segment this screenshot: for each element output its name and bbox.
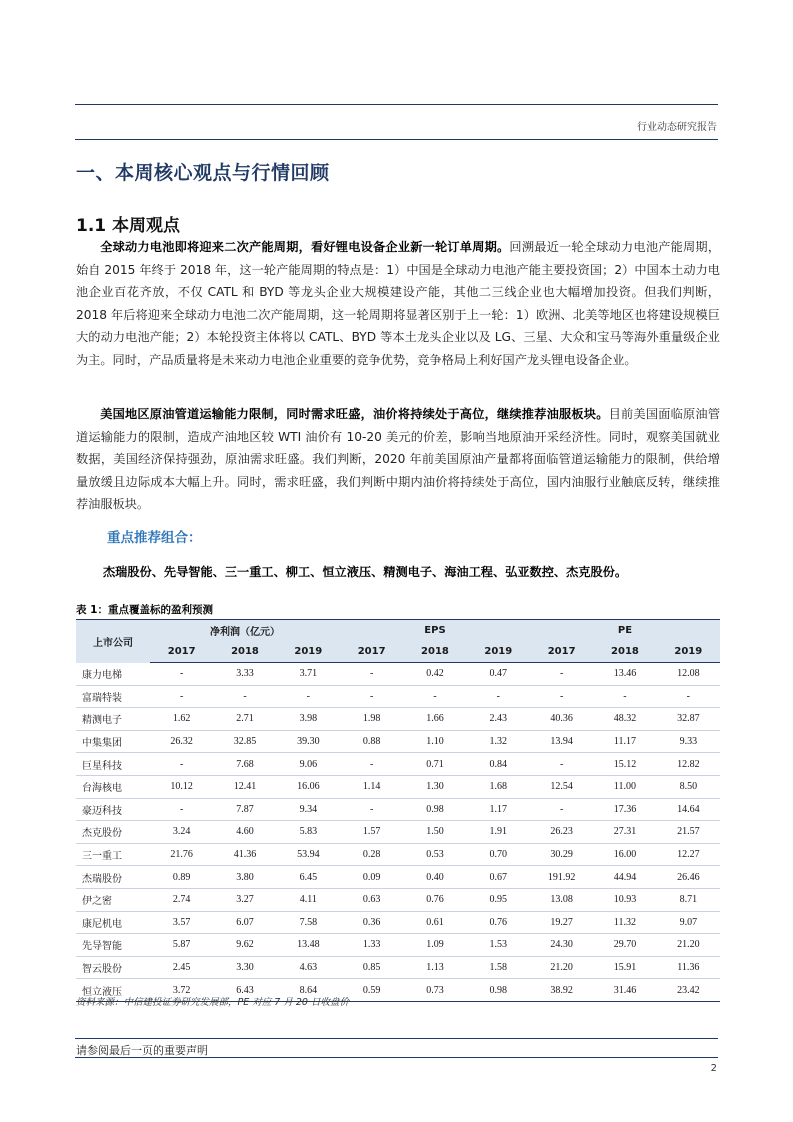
table-source-note: 资料来源：中信建投证券研究发展部，PE 对应 7 月 20 日收盘价 <box>76 997 349 1008</box>
value-cell: 2.45 <box>150 956 213 979</box>
table-row <box>76 753 720 776</box>
value-cell: 0.63 <box>340 888 403 911</box>
value-cell: 15.91 <box>593 956 656 979</box>
value-cell: 0.95 <box>467 888 530 911</box>
value-cell: 30.29 <box>530 843 593 866</box>
value-cell: 0.71 <box>403 753 466 776</box>
value-cell: 13.94 <box>530 730 593 753</box>
value-cell: - <box>150 663 213 686</box>
paragraph-oil <box>76 403 720 516</box>
value-cell: 0.36 <box>340 911 403 934</box>
table-row <box>76 798 720 821</box>
value-cell: 0.73 <box>403 979 466 1002</box>
value-cell: 0.98 <box>467 979 530 1002</box>
value-cell: 0.42 <box>403 663 466 686</box>
value-cell: 0.40 <box>403 866 466 889</box>
value-cell: 32.85 <box>213 730 276 753</box>
paragraph-battery-body: 回溯最近一轮全球动力电池产能周期，始自 2015 年终于 2018 年，这一轮产能周期的特点是：1）中国是全球动力电池产能主要投资国；2）中国本土动力电池企业百花齐放，不仅 CATL 和 BYD 等龙头企业大规模建设产能，其他二三线企业也大幅增加投资。但我们判断，2018 年后将迎来全球动力电池二次产能周期，这一轮周期将显著区别于上一轮：1）欧洲、北美等地区也将建设规模巨大的动力电池产能；2）本轮投资主体将以 CATL、BYD 等本土龙头企业以及 LG、三星、大众和宝马等海外重量级企业为主。同时，产品质量将是未来动力电池企业重要的竞争优势，竞争格局上利好国产龙头锂电设备企业。 <box>76 240 721 367</box>
header-rule <box>75 104 718 105</box>
table-row <box>76 663 720 686</box>
group-header-net-profit: 净利润（亿元） <box>150 620 340 642</box>
value-cell: 15.12 <box>593 753 656 776</box>
value-cell: 11.32 <box>593 911 656 934</box>
value-cell: 5.87 <box>150 934 213 957</box>
earnings-forecast-table <box>76 619 720 1002</box>
value-cell: 23.42 <box>657 979 720 1002</box>
value-cell: 7.58 <box>277 911 340 934</box>
value-cell: 0.76 <box>467 911 530 934</box>
value-cell: - <box>340 685 403 708</box>
year-header: 2018 <box>593 641 656 663</box>
table-row <box>76 775 720 798</box>
value-cell: 1.50 <box>403 821 466 844</box>
value-cell: 21.20 <box>657 934 720 957</box>
value-cell: 3.98 <box>277 708 340 731</box>
value-cell: 2.71 <box>213 708 276 731</box>
year-header: 2017 <box>340 641 403 663</box>
table-row <box>76 708 720 731</box>
value-cell: 7.87 <box>213 798 276 821</box>
value-cell: 14.64 <box>657 798 720 821</box>
company-column-header: 上市公司 <box>76 620 150 663</box>
value-cell: - <box>530 663 593 686</box>
value-cell: 16.00 <box>593 843 656 866</box>
value-cell: 2.74 <box>150 888 213 911</box>
value-cell: 0.88 <box>340 730 403 753</box>
value-cell: - <box>340 663 403 686</box>
footer-rule <box>75 1038 718 1039</box>
recommendation-title: 重点推荐组合： <box>107 530 202 546</box>
value-cell: 0.98 <box>403 798 466 821</box>
value-cell: - <box>530 798 593 821</box>
value-cell: 31.46 <box>593 979 656 1002</box>
table-row <box>76 934 720 957</box>
value-cell: 4.63 <box>277 956 340 979</box>
value-cell: 12.82 <box>657 753 720 776</box>
value-cell: 53.94 <box>277 843 340 866</box>
table-row <box>76 888 720 911</box>
company-name-cell: 豪迈科技 <box>76 798 150 821</box>
company-name-cell: 智云股份 <box>76 956 150 979</box>
value-cell: 3.33 <box>213 663 276 686</box>
value-cell: 40.36 <box>530 708 593 731</box>
value-cell: 0.53 <box>403 843 466 866</box>
value-cell: 26.32 <box>150 730 213 753</box>
value-cell: 16.06 <box>277 775 340 798</box>
value-cell: - <box>340 753 403 776</box>
value-cell: - <box>340 798 403 821</box>
year-header: 2019 <box>467 641 530 663</box>
value-cell: 17.36 <box>593 798 656 821</box>
value-cell: 26.23 <box>530 821 593 844</box>
value-cell: 32.87 <box>657 708 720 731</box>
value-cell: 0.09 <box>340 866 403 889</box>
header-divider <box>75 139 718 140</box>
footer-divider <box>75 1057 718 1058</box>
value-cell: 0.85 <box>340 956 403 979</box>
value-cell: 6.45 <box>277 866 340 889</box>
disclaimer-note: 请参阅最后一页的重要声明 <box>76 1044 208 1057</box>
value-cell: 0.59 <box>340 979 403 1002</box>
paragraph-oil-lead: 美国地区原油管道运输能力限制，同时需求旺盛，油价将持续处于高位，继续推荐油服板块。 <box>100 407 609 421</box>
recommendation-list: 杰瑞股份、先导智能、三一重工、柳工、恒立液压、精测电子、海油工程、弘亚数控、杰克股份。 <box>103 565 628 579</box>
value-cell: 24.30 <box>530 934 593 957</box>
value-cell: 3.24 <box>150 821 213 844</box>
value-cell: 41.36 <box>213 843 276 866</box>
value-cell: 4.11 <box>277 888 340 911</box>
value-cell: 1.32 <box>467 730 530 753</box>
table-row <box>76 821 720 844</box>
value-cell: 2.43 <box>467 708 530 731</box>
value-cell: 3.57 <box>150 911 213 934</box>
year-header: 2018 <box>213 641 276 663</box>
table-row <box>76 843 720 866</box>
value-cell: 1.66 <box>403 708 466 731</box>
value-cell: 9.33 <box>657 730 720 753</box>
value-cell: - <box>277 685 340 708</box>
value-cell: 5.83 <box>277 821 340 844</box>
value-cell: 39.30 <box>277 730 340 753</box>
value-cell: 0.84 <box>467 753 530 776</box>
value-cell: 0.67 <box>467 866 530 889</box>
value-cell: 191.92 <box>530 866 593 889</box>
subsection-title: 1.1 本周观点 <box>76 216 181 236</box>
value-cell: 29.70 <box>593 934 656 957</box>
company-name-cell: 恒立液压 <box>76 979 150 1002</box>
value-cell: 21.76 <box>150 843 213 866</box>
value-cell: 44.94 <box>593 866 656 889</box>
value-cell: 3.72 <box>150 979 213 1002</box>
value-cell: 13.48 <box>277 934 340 957</box>
section-title: 一、本周核心观点与行情回顾 <box>76 162 330 184</box>
value-cell: 11.36 <box>657 956 720 979</box>
value-cell: 38.92 <box>530 979 593 1002</box>
value-cell: 11.00 <box>593 775 656 798</box>
value-cell: 9.06 <box>277 753 340 776</box>
value-cell: 1.68 <box>467 775 530 798</box>
value-cell: 0.61 <box>403 911 466 934</box>
value-cell: 1.53 <box>467 934 530 957</box>
company-name-cell: 伊之密 <box>76 888 150 911</box>
value-cell: 21.57 <box>657 821 720 844</box>
value-cell: - <box>150 798 213 821</box>
value-cell: 9.62 <box>213 934 276 957</box>
year-header: 2017 <box>150 641 213 663</box>
value-cell: 1.10 <box>403 730 466 753</box>
value-cell: 1.57 <box>340 821 403 844</box>
company-name-cell: 康力电梯 <box>76 663 150 686</box>
value-cell: 27.31 <box>593 821 656 844</box>
value-cell: 0.28 <box>340 843 403 866</box>
value-cell: - <box>467 685 530 708</box>
value-cell: 6.43 <box>213 979 276 1002</box>
paragraph-battery-lead: 全球动力电池即将迎来二次产能周期，看好锂电设备企业新一轮订单周期。 <box>100 240 510 254</box>
value-cell: 1.58 <box>467 956 530 979</box>
value-cell: 12.27 <box>657 843 720 866</box>
value-cell: - <box>530 685 593 708</box>
value-cell: 1.30 <box>403 775 466 798</box>
value-cell: 13.08 <box>530 888 593 911</box>
value-cell: 1.09 <box>403 934 466 957</box>
table-row <box>76 730 720 753</box>
company-name-cell: 杰瑞股份 <box>76 866 150 889</box>
value-cell: 6.07 <box>213 911 276 934</box>
value-cell: 48.32 <box>593 708 656 731</box>
value-cell: 1.13 <box>403 956 466 979</box>
value-cell: 0.70 <box>467 843 530 866</box>
year-header: 2019 <box>657 641 720 663</box>
value-cell: 11.17 <box>593 730 656 753</box>
value-cell: - <box>657 685 720 708</box>
value-cell: 13.46 <box>593 663 656 686</box>
company-name-cell: 台海核电 <box>76 775 150 798</box>
report-type-label: 行业动态研究报告 <box>637 122 717 133</box>
value-cell: 12.41 <box>213 775 276 798</box>
group-header-pe: PE <box>530 620 720 642</box>
value-cell: 8.64 <box>277 979 340 1002</box>
company-name-cell: 巨星科技 <box>76 753 150 776</box>
value-cell: 1.17 <box>467 798 530 821</box>
value-cell: 0.89 <box>150 866 213 889</box>
year-header: 2018 <box>403 641 466 663</box>
value-cell: 1.33 <box>340 934 403 957</box>
paragraph-oil-body: 目前美国面临原油管道运输能力的限制，造成产油地区较 WTI 油价有 10-20 美元的价差，影响当地原油开采经济性。同时，观察美国就业数据，美国经济保持强劲，原油需求旺盛。我们判断，2020 年前美国原油产量都将面临管道运输能力的限制，供给增量放缓且边际成本大幅上升。同时，需求旺盛，我们判断中期内油价将持续处于高位，国内油服行业触底反转，继续推荐油服板块。 <box>76 407 721 511</box>
year-header: 2017 <box>530 641 593 663</box>
value-cell: 1.14 <box>340 775 403 798</box>
page-number: 2 <box>710 1063 717 1074</box>
value-cell: 3.71 <box>277 663 340 686</box>
value-cell: 9.34 <box>277 798 340 821</box>
value-cell: 21.20 <box>530 956 593 979</box>
company-name-cell: 中集集团 <box>76 730 150 753</box>
value-cell: 10.93 <box>593 888 656 911</box>
value-cell: 3.30 <box>213 956 276 979</box>
group-header-eps: EPS <box>340 620 530 642</box>
value-cell: 9.07 <box>657 911 720 934</box>
value-cell: 0.47 <box>467 663 530 686</box>
value-cell: 0.76 <box>403 888 466 911</box>
value-cell: - <box>150 685 213 708</box>
company-name-cell: 三一重工 <box>76 843 150 866</box>
value-cell: 1.62 <box>150 708 213 731</box>
table-row <box>76 956 720 979</box>
value-cell: 7.68 <box>213 753 276 776</box>
value-cell: 8.50 <box>657 775 720 798</box>
company-name-cell: 杰克股份 <box>76 821 150 844</box>
value-cell: 3.27 <box>213 888 276 911</box>
company-name-cell: 先导智能 <box>76 934 150 957</box>
value-cell: 12.08 <box>657 663 720 686</box>
value-cell: - <box>593 685 656 708</box>
table-row <box>76 685 720 708</box>
value-cell: 3.80 <box>213 866 276 889</box>
value-cell: - <box>403 685 466 708</box>
value-cell: - <box>150 753 213 776</box>
year-header: 2019 <box>277 641 340 663</box>
table-row <box>76 866 720 889</box>
value-cell: 26.46 <box>657 866 720 889</box>
value-cell: 12.54 <box>530 775 593 798</box>
company-name-cell: 精测电子 <box>76 708 150 731</box>
company-name-cell: 康尼机电 <box>76 911 150 934</box>
value-cell: 4.60 <box>213 821 276 844</box>
value-cell: 1.91 <box>467 821 530 844</box>
value-cell: - <box>530 753 593 776</box>
value-cell: 10.12 <box>150 775 213 798</box>
value-cell: - <box>213 685 276 708</box>
paragraph-battery <box>76 236 720 371</box>
value-cell: 19.27 <box>530 911 593 934</box>
company-name-cell: 富瑞特装 <box>76 685 150 708</box>
table-row <box>76 911 720 934</box>
value-cell: 1.98 <box>340 708 403 731</box>
table-caption: 表 1：重点覆盖标的盈利预测 <box>76 604 213 616</box>
value-cell: 8.71 <box>657 888 720 911</box>
